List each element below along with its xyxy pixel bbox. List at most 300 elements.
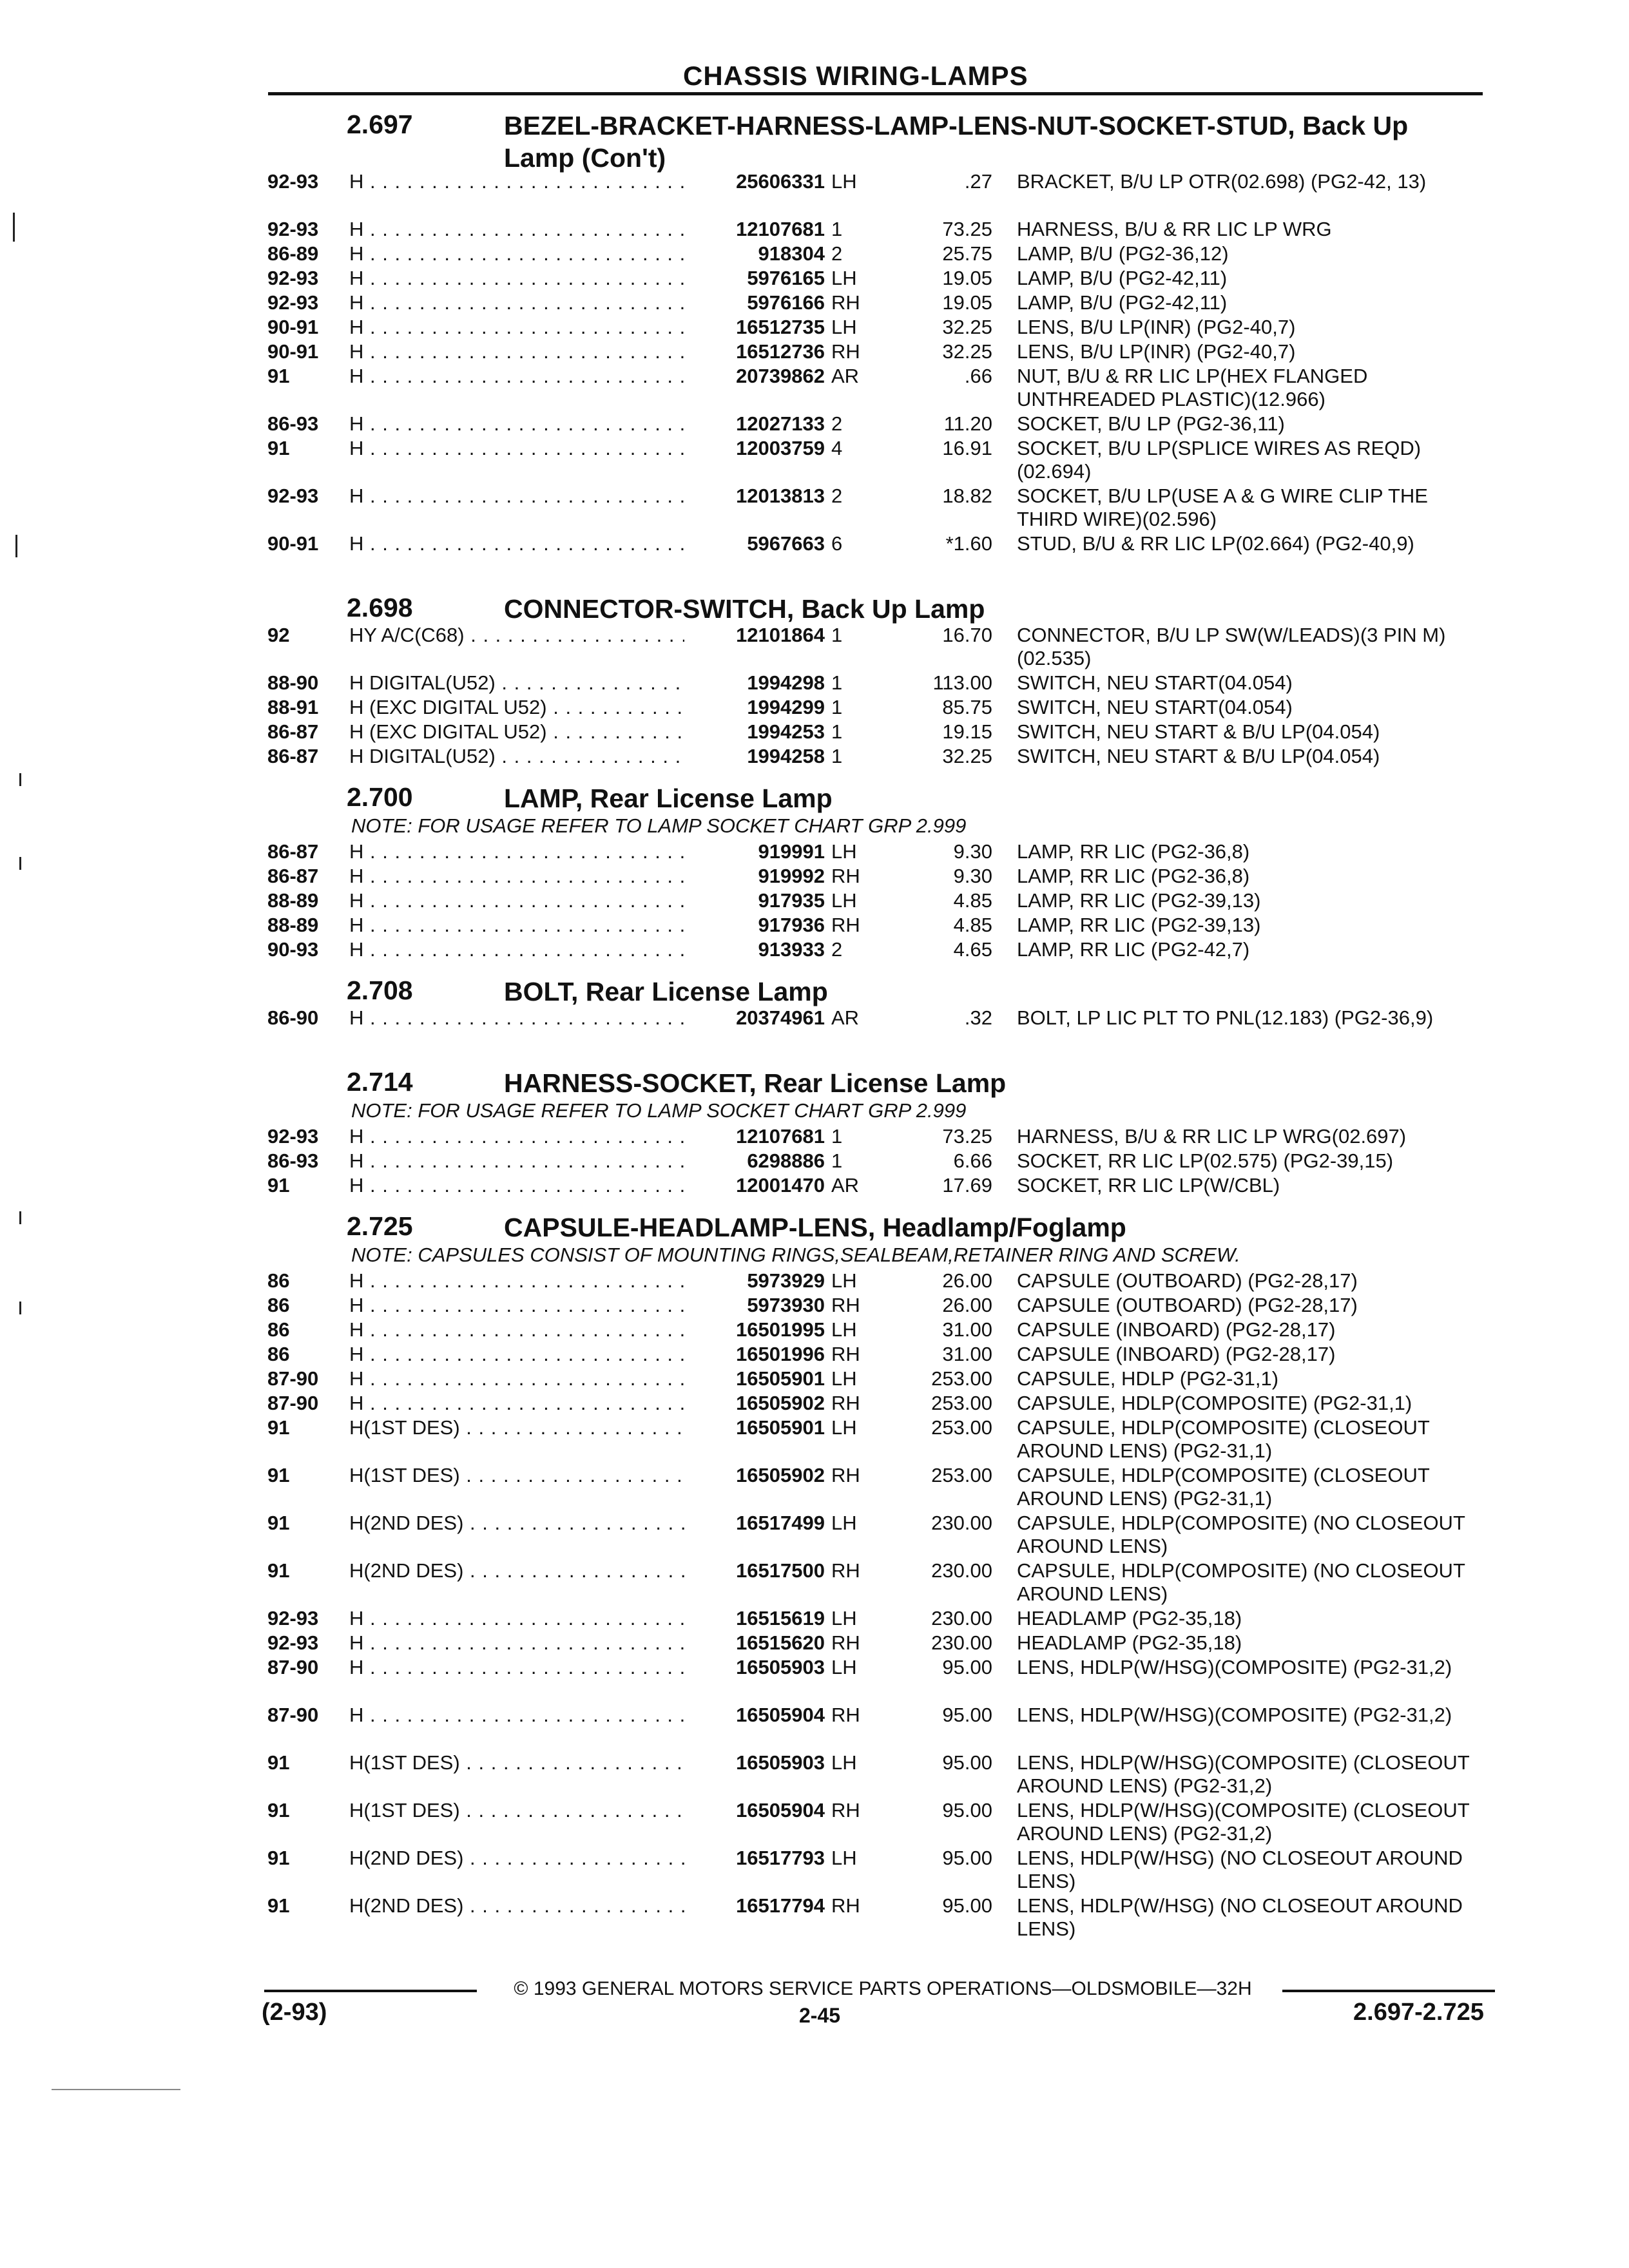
quantity: RH: [831, 1799, 860, 1821]
section-number: 2.698: [347, 593, 413, 622]
model-year: 86: [267, 1343, 290, 1365]
part-description: LENS, HDLP(W/HSG)(COMPOSITE) (CLOSEOUT AROUND LENS) (PG2-31,2): [1017, 1799, 1474, 1845]
part-number: 917936: [758, 914, 825, 936]
model-year: 91: [267, 1512, 290, 1534]
part-row: [0, 218, 1629, 242]
part-number: 16517500: [736, 1559, 825, 1582]
catalog-section: [0, 776, 1629, 969]
price: 230.00: [931, 1631, 992, 1654]
part-number: 16517499: [736, 1512, 825, 1534]
part-description: SOCKET, B/U LP(USE A & G WIRE CLIP THE THIRD WIRE)(02.596): [1017, 485, 1434, 530]
price: .66: [964, 365, 992, 387]
model-year: 92: [267, 624, 290, 646]
quantity: RH: [831, 865, 860, 887]
model-year: 86: [267, 1269, 290, 1292]
model-year: 91: [267, 1559, 290, 1582]
quantity: 1: [831, 671, 843, 694]
part-number: 1994253: [747, 720, 825, 743]
price: 19.05: [942, 291, 992, 314]
model-year: 92-93: [267, 485, 319, 507]
part-number: 5973929: [747, 1269, 825, 1292]
usage-code: H DIGITAL(U52) . . .: [349, 671, 684, 695]
part-number: 6298886: [747, 1149, 825, 1172]
part-description: CAPSULE (OUTBOARD) (PG2-28,17): [1017, 1294, 1358, 1316]
price: 32.25: [942, 745, 992, 767]
usage-code: H . . .: [349, 267, 684, 290]
section-title: LAMP, Rear License Lamp: [504, 783, 833, 813]
quantity: 1: [831, 1125, 843, 1148]
part-row: [0, 1704, 1629, 1751]
part-row: [0, 1894, 1629, 1942]
model-year: 88-90: [267, 671, 319, 694]
usage-code: H . . .: [349, 532, 684, 555]
quantity: 1: [831, 624, 843, 646]
scan-mark: [19, 1302, 21, 1314]
footer-date-code: (2-93): [262, 1999, 327, 2026]
price: 31.00: [942, 1318, 992, 1341]
usage-code: H (EXC DIGITAL U52) . . .: [349, 720, 684, 744]
part-row: [0, 1343, 1629, 1367]
usage-code: H . . .: [349, 914, 684, 937]
price: 4.65: [953, 938, 992, 961]
part-description: CAPSULE, HDLP(COMPOSITE) (NO CLOSEOUT AROUND LENS): [1017, 1559, 1470, 1605]
part-number: 25606331: [736, 170, 825, 193]
price: 4.85: [953, 914, 992, 936]
part-row: [0, 865, 1629, 889]
model-year: 91: [267, 1416, 290, 1439]
part-description: SOCKET, RR LIC LP(W/CBL): [1017, 1174, 1280, 1196]
part-row: [0, 671, 1629, 696]
catalog-section: [0, 586, 1629, 776]
part-row: [0, 1656, 1629, 1704]
footer-group-range: 2.697-2.725: [1353, 1999, 1484, 2026]
price: 25.75: [942, 242, 992, 265]
part-description: LENS, HDLP(W/HSG) (NO CLOSEOUT AROUND LENS): [1017, 1847, 1469, 1892]
part-number: 16512736: [736, 340, 825, 363]
part-description: LAMP, RR LIC (PG2-36,8): [1017, 865, 1250, 887]
quantity: RH: [831, 1894, 860, 1917]
model-year: 92-93: [267, 267, 319, 289]
usage-code: H . . .: [349, 1125, 684, 1148]
price: 26.00: [942, 1294, 992, 1316]
scan-mark: [19, 857, 21, 870]
price: 9.30: [953, 840, 992, 863]
part-description: LAMP, RR LIC (PG2-39,13): [1017, 914, 1261, 936]
usage-code: H . . .: [349, 1607, 684, 1630]
quantity: LH: [831, 267, 857, 289]
price: 17.69: [942, 1174, 992, 1196]
model-year: 91: [267, 1799, 290, 1821]
quantity: LH: [831, 170, 857, 193]
scan-mark: [15, 535, 17, 557]
part-description: SOCKET, B/U LP (PG2-36,11): [1017, 412, 1285, 435]
usage-code: H . . .: [349, 865, 684, 888]
model-year: 91: [267, 1847, 290, 1869]
usage-code: H . . .: [349, 840, 684, 863]
model-year: 91: [267, 1464, 290, 1486]
copyright-line: [264, 1978, 1495, 2004]
usage-code: H(2ND DES) . . .: [349, 1512, 684, 1535]
part-row: [0, 745, 1629, 769]
part-number: 12107681: [736, 1125, 825, 1148]
quantity: RH: [831, 1704, 860, 1726]
quantity: LH: [831, 889, 857, 912]
usage-code: H . . .: [349, 218, 684, 241]
scan-mark: [19, 1211, 21, 1224]
section-note: NOTE: FOR USAGE REFER TO LAMP SOCKET CHART GRP 2.999: [351, 1099, 967, 1122]
quantity: LH: [831, 1512, 857, 1534]
part-row: [0, 242, 1629, 267]
price: 9.30: [953, 865, 992, 887]
part-description: LENS, HDLP(W/HSG)(COMPOSITE) (PG2-31,2): [1017, 1704, 1452, 1726]
catalog-section: [0, 1205, 1629, 1948]
section-number: 2.708: [347, 975, 413, 1005]
model-year: 90-91: [267, 340, 319, 363]
model-year: 86-87: [267, 745, 319, 767]
price: 31.00: [942, 1343, 992, 1365]
part-description: SOCKET, B/U LP(SPLICE WIRES AS REQD)(02.694): [1017, 437, 1422, 483]
usage-code: H . . .: [349, 485, 684, 508]
model-year: 86: [267, 1318, 290, 1341]
part-description: CAPSULE, HDLP(COMPOSITE) (CLOSEOUT AROUND LENS) (PG2-31,1): [1017, 1464, 1434, 1510]
price: 253.00: [931, 1416, 992, 1439]
part-description: SWITCH, NEU START & B/U LP(04.054): [1017, 720, 1380, 743]
part-description: LAMP, RR LIC (PG2-36,8): [1017, 840, 1250, 863]
part-row: [0, 1416, 1629, 1464]
part-description: LENS, HDLP(W/HSG) (NO CLOSEOUT AROUND LENS): [1017, 1894, 1469, 1940]
part-number: 919991: [758, 840, 825, 863]
part-row: [0, 1149, 1629, 1174]
section-number: 2.714: [347, 1067, 413, 1097]
quantity: 1: [831, 745, 843, 767]
quantity: 1: [831, 720, 843, 743]
part-row: [0, 1006, 1629, 1054]
quantity: LH: [831, 1751, 857, 1774]
usage-code: H . . .: [349, 242, 684, 265]
usage-code: H . . .: [349, 1631, 684, 1655]
price: .32: [964, 1006, 992, 1029]
usage-code: H . . .: [349, 1006, 684, 1030]
part-row: [0, 1294, 1629, 1318]
part-number: 16517794: [736, 1894, 825, 1917]
price: 95.00: [942, 1799, 992, 1821]
model-year: 91: [267, 1751, 290, 1774]
section-heading: [0, 969, 1629, 1006]
part-row: [0, 1392, 1629, 1416]
part-description: LENS, B/U LP(INR) (PG2-40,7): [1017, 316, 1296, 338]
price: 113.00: [932, 671, 992, 694]
part-number: 12001470: [736, 1174, 825, 1196]
price: 95.00: [942, 1894, 992, 1917]
page-title: CHASSIS WIRING-LAMPS: [683, 61, 1028, 91]
part-number: 12013813: [736, 485, 825, 507]
quantity: LH: [831, 1367, 857, 1390]
model-year: 92-93: [267, 170, 319, 193]
usage-code: H . . .: [349, 1318, 684, 1341]
part-row: [0, 1125, 1629, 1149]
part-description: LENS, B/U LP(INR) (PG2-40,7): [1017, 340, 1296, 363]
part-row: [0, 914, 1629, 938]
price: 11.20: [943, 412, 992, 435]
part-row: [0, 316, 1629, 340]
part-row: [0, 340, 1629, 365]
section-number: 2.697: [347, 110, 413, 139]
part-description: BRACKET, B/U LP OTR(02.698) (PG2-42, 13): [1017, 170, 1427, 193]
quantity: RH: [831, 1631, 860, 1654]
usage-code: H . . .: [349, 437, 684, 460]
copyright-rule-right: [1282, 1990, 1495, 1992]
model-year: 86-87: [267, 865, 319, 887]
price: 230.00: [931, 1607, 992, 1629]
usage-code: H . . .: [349, 1656, 684, 1679]
price: 18.82: [942, 485, 992, 507]
part-description: SOCKET, RR LIC LP(02.575) (PG2-39,15): [1017, 1149, 1394, 1172]
part-row: [0, 840, 1629, 865]
quantity: RH: [831, 340, 860, 363]
quantity: 1: [831, 1149, 843, 1172]
part-description: LAMP, B/U (PG2-42,11): [1017, 267, 1228, 289]
part-description: LAMP, RR LIC (PG2-39,13): [1017, 889, 1261, 912]
part-row: [0, 365, 1629, 412]
part-row: [0, 170, 1629, 218]
usage-code: H(2ND DES) . . .: [349, 1894, 684, 1917]
part-description: CAPSULE (INBOARD) (PG2-28,17): [1017, 1318, 1336, 1341]
usage-code: H . . .: [349, 938, 684, 961]
quantity: 4: [831, 437, 843, 459]
usage-code: H(1ST DES) . . .: [349, 1751, 684, 1774]
model-year: 92-93: [267, 291, 319, 314]
usage-code: H . . .: [349, 1392, 684, 1415]
price: 95.00: [942, 1704, 992, 1726]
model-year: 90-91: [267, 316, 319, 338]
part-description: SWITCH, NEU START(04.054): [1017, 671, 1293, 694]
model-year: 92-93: [267, 218, 319, 240]
price: 253.00: [931, 1367, 992, 1390]
model-year: 86-93: [267, 412, 319, 435]
usage-code: H . . .: [349, 1269, 684, 1293]
part-number: 16515619: [736, 1607, 825, 1629]
part-row: [0, 696, 1629, 720]
part-row: [0, 532, 1629, 580]
header-rule: [268, 92, 1483, 95]
part-row: [0, 412, 1629, 437]
section-title: BOLT, Rear License Lamp: [504, 977, 828, 1006]
model-year: 91: [267, 365, 290, 387]
part-row: [0, 291, 1629, 316]
part-number: 5976166: [747, 291, 825, 314]
model-year: 92-93: [267, 1631, 319, 1654]
part-description: CAPSULE (OUTBOARD) (PG2-28,17): [1017, 1269, 1358, 1292]
part-description: CAPSULE, HDLP (PG2-31,1): [1017, 1367, 1279, 1390]
section-title: CAPSULE-HEADLAMP-LENS, Headlamp/Foglamp: [504, 1213, 1126, 1242]
quantity: LH: [831, 316, 857, 338]
usage-code: H(1ST DES) . . .: [349, 1464, 684, 1487]
price: 6.66: [953, 1149, 992, 1172]
usage-code: H . . .: [349, 1294, 684, 1317]
quantity: LH: [831, 1656, 857, 1678]
usage-code: H . . .: [349, 1149, 684, 1173]
quantity: LH: [831, 1607, 857, 1629]
usage-code: H . . .: [349, 291, 684, 314]
part-description: CAPSULE (INBOARD) (PG2-28,17): [1017, 1343, 1336, 1365]
model-year: 88-89: [267, 914, 319, 936]
part-description: HARNESS, B/U & RR LIC LP WRG: [1017, 218, 1332, 240]
part-number: 5976165: [747, 267, 825, 289]
usage-code: H(1ST DES) . . .: [349, 1416, 684, 1439]
price: 26.00: [942, 1269, 992, 1292]
part-number: 16505902: [736, 1392, 825, 1414]
part-number: 16505904: [736, 1799, 825, 1821]
part-number: 16505902: [736, 1464, 825, 1486]
quantity: RH: [831, 291, 860, 314]
part-row: [0, 1269, 1629, 1294]
part-number: 20739862: [736, 365, 825, 387]
part-number: 16505903: [736, 1656, 825, 1678]
part-number: 913933: [758, 938, 825, 961]
model-year: 88-89: [267, 889, 319, 912]
scan-mark: [13, 213, 15, 242]
usage-code: H(1ST DES) . . .: [349, 1799, 684, 1822]
part-number: 16512735: [736, 316, 825, 338]
part-number: 5967663: [747, 532, 825, 555]
part-row: [0, 1318, 1629, 1343]
part-number: 1994299: [747, 696, 825, 718]
part-number: 16517793: [736, 1847, 825, 1869]
usage-code: H . . .: [349, 412, 684, 436]
part-number: 16505904: [736, 1704, 825, 1726]
price: 4.85: [953, 889, 992, 912]
usage-code: H . . .: [349, 316, 684, 339]
part-description: CAPSULE, HDLP(COMPOSITE) (CLOSEOUT AROUND LENS) (PG2-31,1): [1017, 1416, 1434, 1462]
section-title: BEZEL-BRACKET-HARNESS-LAMP-LENS-NUT-SOCKET-STUD, Back Up Lamp (Con't): [504, 111, 1416, 173]
usage-code: HY A/C(C68) . . .: [349, 624, 684, 647]
part-number: 1994298: [747, 671, 825, 694]
price: 230.00: [931, 1512, 992, 1534]
section-heading: [0, 586, 1629, 624]
quantity: 6: [831, 532, 843, 555]
quantity: LH: [831, 1847, 857, 1869]
price: 32.25: [942, 340, 992, 363]
part-description: LAMP, RR LIC (PG2-42,7): [1017, 938, 1250, 961]
quantity: 1: [831, 218, 843, 240]
section-heading: [0, 1061, 1629, 1098]
price: 19.15: [942, 720, 992, 743]
model-year: 86-87: [267, 720, 319, 743]
catalog-section: [0, 969, 1629, 1061]
price: 73.25: [942, 1125, 992, 1148]
usage-code: H(2ND DES) . . .: [349, 1847, 684, 1870]
usage-code: H . . .: [349, 365, 684, 388]
part-description: LENS, HDLP(W/HSG)(COMPOSITE) (PG2-31,2): [1017, 1656, 1452, 1678]
price: 85.75: [942, 696, 992, 718]
part-description: LAMP, B/U (PG2-36,12): [1017, 242, 1229, 265]
catalog-section: [0, 103, 1629, 586]
quantity: 2: [831, 242, 843, 265]
model-year: 87-90: [267, 1704, 319, 1726]
part-row: [0, 1631, 1629, 1656]
quantity: 1: [831, 696, 843, 718]
model-year: 87-90: [267, 1367, 319, 1390]
section-heading: [0, 1205, 1629, 1242]
price: 253.00: [931, 1464, 992, 1486]
part-description: BOLT, LP LIC PLT TO PNL(12.183) (PG2-36,9): [1017, 1006, 1434, 1029]
quantity: AR: [831, 1006, 860, 1029]
price: 32.25: [942, 316, 992, 338]
model-year: 88-91: [267, 696, 319, 718]
part-row: [0, 1512, 1629, 1559]
part-number: 16515620: [736, 1631, 825, 1654]
part-number: 919992: [758, 865, 825, 887]
quantity: LH: [831, 840, 857, 863]
model-year: 92-93: [267, 1607, 319, 1629]
price: 95.00: [942, 1656, 992, 1678]
quantity: LH: [831, 1416, 857, 1439]
part-row: [0, 624, 1629, 671]
model-year: 86-87: [267, 840, 319, 863]
part-number: 20374961: [736, 1006, 825, 1029]
model-year: 91: [267, 437, 290, 459]
part-row: [0, 889, 1629, 914]
price: 95.00: [942, 1751, 992, 1774]
part-row: [0, 1559, 1629, 1607]
quantity: RH: [831, 1392, 860, 1414]
part-row: [0, 437, 1629, 485]
part-number: 16501996: [736, 1343, 825, 1365]
price: 19.05: [942, 267, 992, 289]
model-year: 91: [267, 1174, 290, 1196]
part-description: NUT, B/U & RR LIC LP(HEX FLANGED UNTHREADED PLASTIC)(12.966): [1017, 365, 1373, 410]
quantity: 2: [831, 485, 843, 507]
price: 16.70: [942, 624, 992, 646]
quantity: RH: [831, 1559, 860, 1582]
part-row: [0, 1607, 1629, 1631]
model-year: 87-90: [267, 1392, 319, 1414]
part-description: SWITCH, NEU START & B/U LP(04.054): [1017, 745, 1380, 767]
part-row: [0, 1847, 1629, 1894]
part-number: 12101864: [736, 624, 825, 646]
section-note: NOTE: FOR USAGE REFER TO LAMP SOCKET CHART GRP 2.999: [351, 814, 967, 837]
model-year: 90-91: [267, 532, 319, 555]
part-row: [0, 1751, 1629, 1799]
usage-code: H . . .: [349, 1343, 684, 1366]
part-row: [0, 1367, 1629, 1392]
price: 73.25: [942, 218, 992, 240]
part-number: 12003759: [736, 437, 825, 459]
part-description: HEADLAMP (PG2-35,18): [1017, 1631, 1242, 1654]
usage-code: H . . .: [349, 170, 684, 193]
part-row: [0, 485, 1629, 532]
model-year: 87-90: [267, 1656, 319, 1678]
quantity: LH: [831, 1269, 857, 1292]
model-year: 86-90: [267, 1006, 319, 1029]
quantity: RH: [831, 1464, 860, 1486]
part-description: LAMP, B/U (PG2-42,11): [1017, 291, 1228, 314]
model-year: 86-93: [267, 1149, 319, 1172]
quantity: RH: [831, 914, 860, 936]
model-year: 92-93: [267, 1125, 319, 1148]
part-row: [0, 938, 1629, 963]
quantity: RH: [831, 1343, 860, 1365]
quantity: AR: [831, 365, 860, 387]
usage-code: H(2ND DES) . . .: [349, 1559, 684, 1582]
model-year: 86: [267, 1294, 290, 1316]
part-description: HEADLAMP (PG2-35,18): [1017, 1607, 1242, 1629]
part-description: STUD, B/U & RR LIC LP(02.664) (PG2-40,9): [1017, 532, 1414, 555]
section-title: HARNESS-SOCKET, Rear License Lamp: [504, 1068, 1007, 1098]
part-number: 918304: [758, 242, 825, 265]
quantity: RH: [831, 1294, 860, 1316]
usage-code: H . . .: [349, 1704, 684, 1727]
